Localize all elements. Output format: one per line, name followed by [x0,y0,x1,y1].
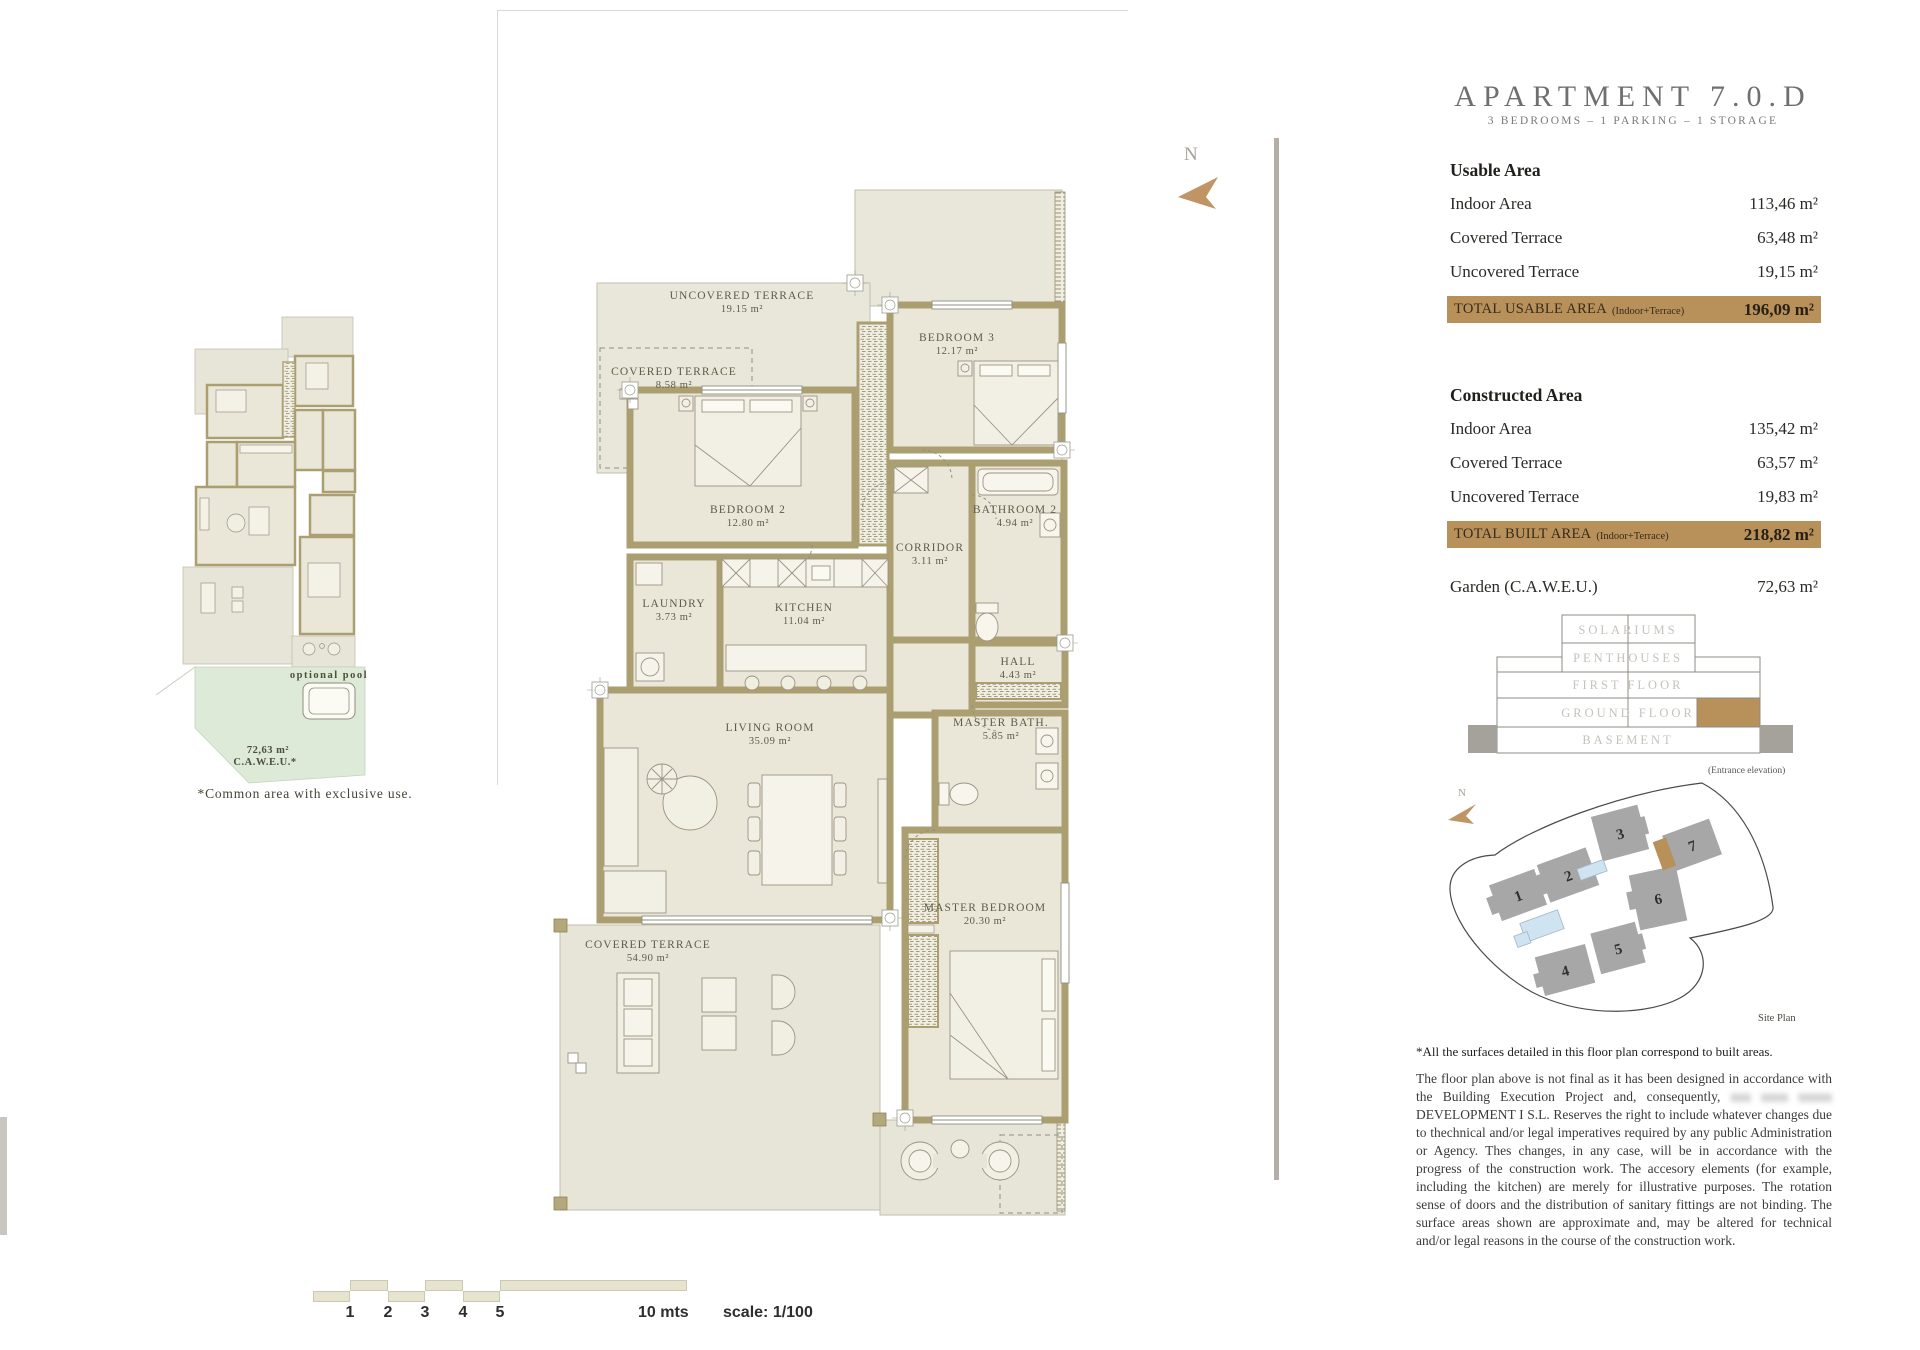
site-north-arrow [1448,787,1476,824]
scale-ratio-label: scale: 1/100 [723,1304,813,1321]
elevation-caption: (Entrance elevation) [1708,766,1786,776]
north-arrow-icon [1178,177,1218,209]
mini-building [183,317,355,667]
mini-overview-plan [146,315,416,815]
site-buildings [1482,804,1722,998]
louver-strip [1057,1123,1065,1211]
svg-text:BEDROOM 312.17 m²: BEDROOM 3 12.17 m² [918,332,996,357]
svg-text:GROUND FLOOR: GROUND FLOOR [1561,706,1695,720]
svg-text:3: 3 [1614,826,1627,844]
legal-disclaimer: The floor plan above is not final as it has been designed in accordance with the Building Execution Project and, consequently, xxx xxxx xxxxx DEVELOPMENT I S.L. Reserves the right to include whatever changes due to thechnical and/or legal imperatives required by any public Administration or Agency. Thes changes, in any case, will be in accordance with the progress of the construction work. The accesory elements (for example, including the kitchen) are merely for illustrative purposes. The rotation sense of doors and the distribution of sanitary fittings are not binding. The surface areas shown are approximate and, may be altered for technical and/or legal reasons in the course of the construction work. [1416,1071,1832,1248]
north-arrow-icon [1448,804,1476,824]
svg-text:2: 2 [1562,868,1575,886]
svg-text:FIRST FLOOR: FIRST FLOOR [1572,678,1684,692]
svg-text:LIVING ROOM35.09 m²: LIVING ROOM 35.09 m² [725,722,815,747]
svg-text:4: 4 [1559,963,1572,981]
svg-text:CORRIDOR3.11 m²: CORRIDOR 3.11 m² [895,542,965,567]
building-4 [1529,944,1595,998]
svg-text:7: 7 [1686,838,1699,856]
site-plan [1440,778,1840,1043]
svg-text:SOLARIUMS: SOLARIUMS [1578,623,1678,637]
table-row: Uncovered Terrace 19,83 m² [1450,487,1818,506]
room-passage [890,640,972,715]
surfaces-footnote: *All the surfaces detailed in this floor plan correspond to built areas. [1416,1044,1773,1059]
svg-text:5: 5 [1612,941,1625,959]
svg-text:MASTER BEDROOM20.30 m²: MASTER BEDROOM 20.30 m² [923,902,1047,927]
main-floor-plan [452,183,1112,1228]
svg-text:COVERED TERRACE54.90 m²: COVERED TERRACE 54.90 m² [585,939,711,964]
constructed-area-heading: Constructed Area [1450,385,1583,405]
svg-text:UNCOVERED TERRACE19.15 m²: UNCOVERED TERRACE 19.15 m² [669,290,815,315]
garden-row: Garden (C.A.W.E.U.) 72,63 m² [1450,577,1818,596]
svg-text:6: 6 [1653,891,1664,909]
page-title: APARTMENT 7.0.D [1454,80,1812,113]
mini-garden [156,667,368,783]
mini-garden-code: C.A.W.E.U.* [233,757,297,768]
svg-text:HALL4.43 m²: HALL 4.43 m² [999,656,1037,681]
table-row: Uncovered Terrace 19,15 m² [1450,262,1818,281]
mini-garden-area: 72,63 m² [246,745,290,756]
entrance-elevation-diagram [1455,608,1815,783]
svg-text:BASEMENT: BASEMENT [1582,733,1674,747]
scale-tick: 3 [420,1304,430,1321]
site-plan-caption: Site Plan [1758,1013,1796,1024]
svg-text:MASTER BATH.5.85 m²: MASTER BATH. 5.85 m² [953,717,1049,742]
redacted-company-name: xxx xxxx xxxxx [1730,1089,1832,1104]
svg-text:N: N [1458,787,1467,799]
svg-text:BATHROOM 24.94 m²: BATHROOM 2 4.94 m² [972,504,1058,529]
louver-strip [1055,192,1065,304]
mini-pool-label: optional pool [289,670,369,681]
building-3 [1591,804,1653,862]
svg-text:COVERED TERRACE8.58 m²: COVERED TERRACE 8.58 m² [611,366,737,391]
table-row: Indoor Area 135,42 m² [1450,419,1818,438]
constructed-area-table [1450,385,1818,597]
page-subtitle: 3 BEDROOMS – 1 PARKING – 1 STORAGE [1487,115,1779,127]
vertical-divider [1274,138,1279,1180]
scale-end-label: 10 mts [638,1304,689,1321]
scale-tick: 5 [495,1304,505,1321]
usable-area-table [1450,160,1818,323]
apartment-location-highlight [1697,698,1760,727]
svg-text:PENTHOUSES: PENTHOUSES [1573,651,1683,665]
building-6 [1623,866,1687,932]
north-compass [1172,132,1232,222]
mini-plan-caption: *Common area with exclusive use. [197,786,413,801]
ground-block-left [1468,725,1497,753]
scale-tick: 1 [345,1304,355,1321]
north-label: N [1184,144,1199,165]
usable-area-heading: Usable Area [1450,160,1541,180]
total-built-area-bar: TOTAL BUILT AREA (Indoor+Terrace) 218,82 m² [1447,521,1821,548]
svg-text:LAUNDRY3.73 m²: LAUNDRY 3.73 m² [642,598,706,623]
page-edge-strip [0,1117,7,1235]
svg-text:1: 1 [1512,888,1525,906]
ground-block-right [1760,725,1793,753]
scale-tick: 2 [383,1304,393,1321]
svg-text:BEDROOM 212.80 m²: BEDROOM 2 12.80 m² [709,504,787,529]
scale-tick: 4 [458,1304,468,1321]
building-7 [1652,819,1722,876]
total-usable-area-bar: TOTAL USABLE AREA (Indoor+Terrace) 196,09 m² [1447,296,1821,323]
plot-boundary-line-top [497,10,1128,11]
svg-text:KITCHEN11.04 m²: KITCHEN 11.04 m² [774,602,834,627]
table-row: Indoor Area 113,46 m² [1450,194,1818,213]
table-row: Covered Terrace 63,57 m² [1450,453,1818,472]
table-row: Covered Terrace 63,48 m² [1450,228,1818,247]
